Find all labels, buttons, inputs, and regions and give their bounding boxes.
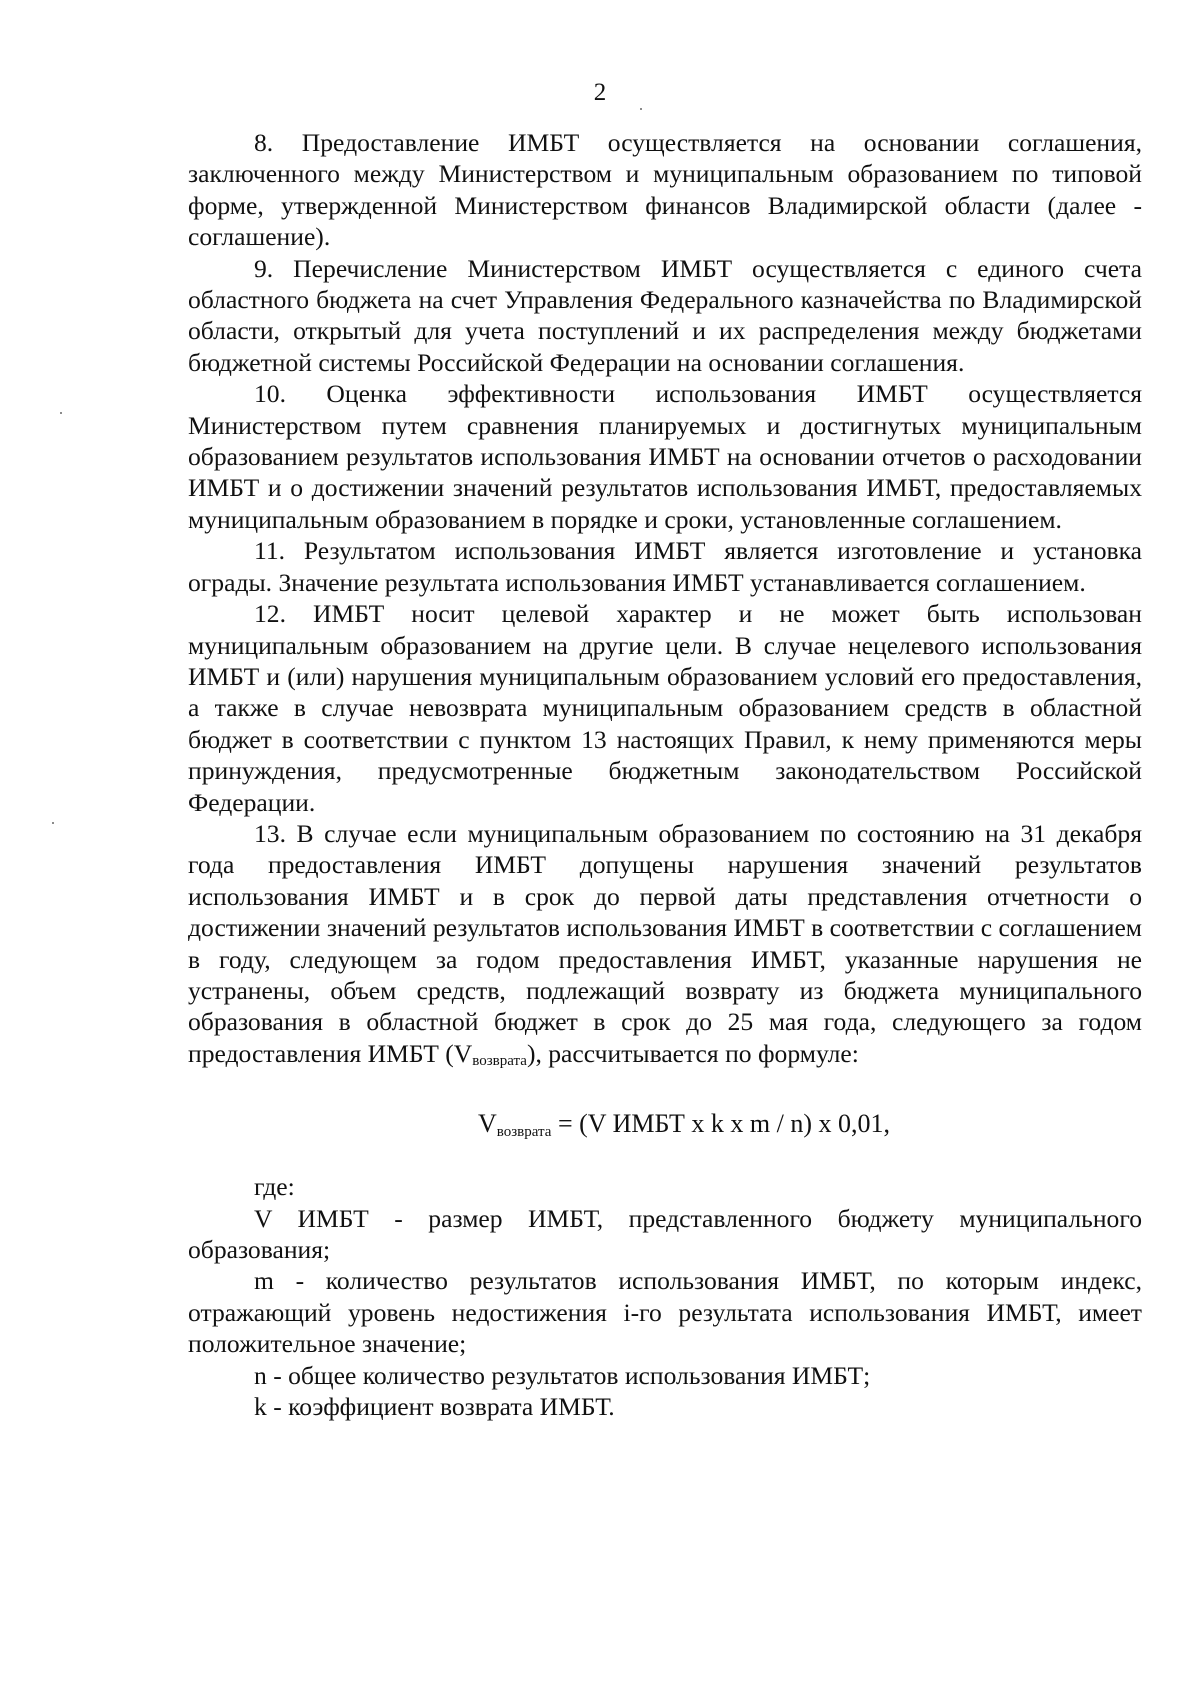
paragraph-8: 8. Предоставление ИМБТ осуществляется на основании соглашения, заключенного между Министерством и муниципальным образованием по типовой форме, утвержденной Министерством финансов Владимирской области (далее - соглашение). bbox=[188, 128, 1142, 252]
paragraph-13-subscript: возврата bbox=[472, 1052, 527, 1069]
paragraph-11: 11. Результатом использования ИМБТ является изготовление и установка ограды. Значение результата использования ИМБТ устанавливается соглашением. bbox=[188, 536, 1142, 597]
paragraph-13 bbox=[188, 818, 1142, 1069]
paragraph-13-main: 13. В случае если муниципальным образованием по состоянию на 31 декабря года предоставления ИМБТ допущены нарушения значений результатов использования ИМБТ и в срок до первой даты представления отчетности о достижении значений результатов использования ИМБТ в соответствии с соглашением в году, следующем за годом предоставления ИМБТ, указанные нарушения не устранены, объем средств, подлежащий возврату из бюджета муниципального образования в областной бюджет в срок до 25 мая года, следующего за годом предоставления ИМБТ ( bbox=[188, 818, 1142, 1068]
definition-m: m - количество результатов использования ИМБТ, по которым индекс, отражающий уровень недостижения i-го результата использования ИМБТ, имеет положительное значение; bbox=[188, 1266, 1142, 1359]
definition-k: k - коэффициент возврата ИМБТ. bbox=[254, 1392, 615, 1422]
paragraph-10: 10. Оценка эффективности использования ИМБТ осуществляется Министерством путем сравнения планируемых и достигнутых муниципальным образованием результатов использования ИМБТ на основании отчетов о расходовании ИМБТ и о достижении значений результатов использования ИМБТ, предоставляемых муниципальным образованием в порядке и сроки, установленные соглашением. bbox=[188, 379, 1142, 534]
scan-speck bbox=[60, 412, 62, 414]
definition-v-imbt: V ИМБТ - размер ИМБТ, представленного бюджету муниципального образования; bbox=[188, 1203, 1142, 1264]
definition-n: n - общее количество результатов использования ИМБТ; bbox=[254, 1360, 871, 1390]
paragraph-9: 9. Перечисление Министерством ИМБТ осуществляется с единого счета областного бюджета на счет Управления Федерального казначейства по Владимирской области, открытый для учета поступлений и их распределения между бюджетами бюджетной системы Российской Федерации на основании соглашения. bbox=[188, 253, 1142, 377]
page-number: 2 bbox=[593, 79, 607, 106]
formula-v: V bbox=[478, 1109, 497, 1139]
formula-subscript: возврата bbox=[496, 1124, 552, 1141]
paragraph-13-v: V bbox=[453, 1038, 473, 1068]
scan-speck bbox=[52, 822, 54, 824]
document-body bbox=[188, 127, 1142, 1422]
paragraph-12: 12. ИМБТ носит целевой характер и не может быть использован муниципальным образованием на другие цели. В случае нецелевого использования ИМБТ и (или) нарушения муниципальным образованием условий его предоставления, а также в случае невозврата муниципальным образованием средств в областной бюджет в соответствии с пунктом 13 настоящих Правил, к нему применяются меры принуждения, предусмотренные бюджетным законодательством Российской Федерации. bbox=[188, 599, 1142, 817]
return-formula bbox=[188, 1107, 1142, 1141]
formula-rhs: = (V ИМБТ x k x m / n) x 0,01, bbox=[551, 1109, 891, 1139]
scan-speck bbox=[640, 108, 642, 110]
definitions-where: где: bbox=[254, 1172, 295, 1202]
paragraph-13-tail: ), рассчитывается по формуле: bbox=[526, 1038, 859, 1068]
